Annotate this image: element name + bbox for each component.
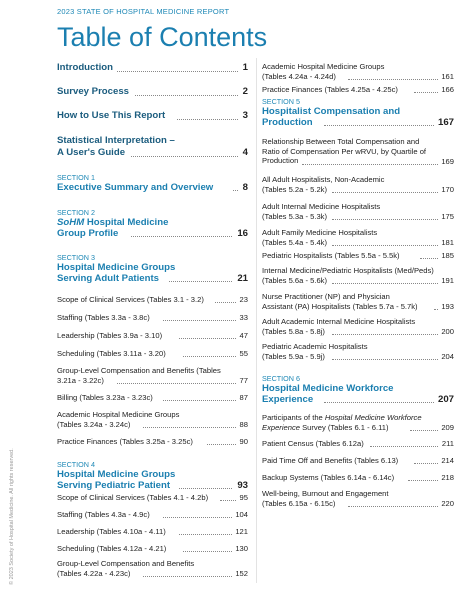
toc-entry-title-line-1: Statistical Interpretation – [57, 135, 175, 146]
report-label: 2023 STATE OF HOSPITAL MEDICINE REPORT [57, 7, 230, 16]
toc-page-number: 87 [239, 393, 248, 403]
toc-entry-title-line-1: Academic Hospital Medicine Groups [262, 62, 385, 71]
toc-entry-title-line-1: Group-Level Compensation and Benefits (Tables [57, 366, 221, 375]
toc-entry-4-scheduling[interactable] [57, 544, 248, 554]
section-4-page: 93 [237, 480, 248, 491]
toc-entry-title: Staffing (Tables 3.3a - 3.8c) [57, 313, 150, 322]
toc-page-number: 185 [441, 251, 454, 261]
toc-entry-4-leadership[interactable] [57, 527, 248, 537]
toc-page-number: 47 [239, 331, 248, 341]
toc-entry-title-line-2: Assistant (PA) Hospitalists (Tables 5.7a - 5.7k) [262, 301, 418, 311]
section-6-title-line-1: Hospital Medicine Workforce [262, 383, 394, 394]
dot-leader [332, 334, 438, 335]
dot-leader [408, 480, 438, 481]
toc-page-number: 1 [242, 62, 248, 73]
toc-page-number: 2 [242, 86, 248, 97]
section-5-page: 167 [437, 117, 454, 128]
toc-entry-6-census[interactable] [262, 439, 454, 449]
dot-leader [179, 488, 232, 489]
toc-page-number: 191 [441, 276, 454, 286]
toc-entry-title-line-2: (Tables 5.8a - 5.8j) [262, 326, 325, 336]
toc-entry-title-line-1: Adult Internal Medicine Hospitalists [262, 202, 381, 211]
toc-entry-5-adult-nonacademic[interactable] [262, 175, 454, 195]
section-3-page: 21 [237, 273, 248, 284]
section-3-label: SECTION 3 [57, 253, 95, 262]
toc-entry-survey-process[interactable] [57, 86, 248, 98]
toc-page-number: 200 [441, 327, 454, 337]
toc-entry-title-line-2: (Tables 5.6a - 5.6k) [262, 275, 327, 285]
toc-entry-4-scope[interactable] [57, 493, 248, 503]
section-1-page: 8 [242, 182, 248, 193]
toc-entry-title-line-2: (Tables 4.22a - 4.23c) [57, 568, 131, 578]
toc-entry-title: Introduction [57, 62, 113, 73]
dot-leader [220, 500, 236, 501]
dot-leader [410, 430, 438, 431]
dot-leader [332, 359, 438, 360]
dot-leader [169, 281, 232, 282]
dot-leader [324, 402, 434, 403]
toc-entry-3-finances[interactable] [57, 437, 248, 447]
toc-entry-title-line-1: Pediatric Academic Hospitalists [262, 342, 368, 351]
toc-entry-title-line-2: 3.21a - 3.22c) [57, 375, 104, 385]
toc-entry-title-line-1: Group-Level Compensation and Benefits [57, 559, 195, 568]
section-5-heading[interactable] [262, 106, 454, 128]
toc-page-number: 95 [239, 493, 248, 503]
toc-page-number: 152 [235, 569, 248, 579]
sohm-italic: SoHM [57, 217, 85, 228]
dot-leader [348, 79, 438, 80]
toc-entry-title-line-2: (Tables 5.9a - 5.9j) [262, 351, 325, 361]
toc-entry-3-academic[interactable] [57, 410, 248, 430]
section-1-title: Executive Summary and Overview [57, 182, 214, 193]
toc-entry-title-line-1: Academic Hospital Medicine Groups [57, 410, 180, 419]
toc-entry-title: Scheduling (Tables 4.12a - 4.21) [57, 544, 167, 553]
toc-entry-title-line-1: Internal Medicine/Pediatric Hospitalists (Med/Peds) [262, 266, 434, 275]
dot-leader [302, 164, 438, 165]
dot-leader [143, 427, 236, 428]
toc-entry-5-academic-peds[interactable] [262, 342, 454, 362]
section-3-title-line-1: Hospital Medicine Groups [57, 262, 176, 273]
toc-entry-4-compensation[interactable] [57, 559, 248, 579]
section-2-label: SECTION 2 [57, 208, 95, 217]
toc-entry-6-pto[interactable] [262, 456, 454, 466]
toc-entry-title: Staffing (Tables 4.3a - 4.9c) [57, 510, 150, 519]
dot-leader [179, 338, 236, 339]
toc-entry-5-relationship[interactable] [262, 137, 454, 167]
dot-leader [207, 444, 236, 445]
toc-entry-title-line-2: (Tables 5.2a - 5.2k) [262, 184, 327, 194]
toc-entry-title-line-2: Ratio of Compensation Per wRVU, by Quartile of [262, 146, 427, 156]
section-4-title-line-2: Serving Pediatric Patient [57, 480, 171, 491]
toc-entry-title: Backup Systems (Tables 6.14a - 6.14c) [262, 473, 395, 482]
toc-page-number: 218 [441, 473, 454, 483]
section-1-label: SECTION 1 [57, 173, 95, 182]
section-4-label: SECTION 4 [57, 460, 95, 469]
dot-leader [117, 71, 238, 72]
section-6-label: SECTION 6 [262, 374, 300, 383]
toc-entry-3-billing[interactable] [57, 393, 248, 403]
section-6-title-line-2: Experience [262, 394, 314, 405]
toc-page-number: 220 [441, 499, 454, 509]
toc-page-number: 161 [441, 72, 454, 82]
section-6-page: 207 [437, 394, 454, 405]
toc-page-number: 209 [441, 423, 454, 433]
dot-leader [117, 383, 236, 384]
section-2-heading[interactable] [57, 217, 248, 239]
toc-page-number: 3 [242, 110, 248, 121]
dot-leader [414, 92, 438, 93]
toc-entry-title-line-1: Nurse Practitioner (NP) and Physician [262, 292, 390, 301]
section-3-title-line-2: Serving Adult Patients [57, 273, 159, 284]
section-4-title-line-1: Hospital Medicine Groups [57, 469, 176, 480]
page-title: Table of Contents [57, 22, 268, 52]
toc-entry-title-line-2: A User's Guide [57, 147, 126, 158]
toc-entry-3-compensation[interactable] [57, 366, 248, 386]
toc-page-number: 166 [441, 85, 454, 95]
copyright-notice: © 2023 Society of Hospital Medicine. All rights reserved. [9, 448, 15, 585]
toc-entry-3-leadership[interactable] [57, 331, 248, 341]
toc-entry-5-adult-fm[interactable] [262, 228, 454, 248]
toc-entry-5-adult-im[interactable] [262, 202, 454, 222]
dot-leader [143, 576, 232, 577]
dot-leader [131, 236, 232, 237]
section-5-title-line-1: Hospitalist Compensation and [262, 106, 401, 117]
toc-page-number: 193 [441, 302, 454, 312]
dot-leader [332, 192, 438, 193]
toc-entry-title: Survey Process [57, 86, 129, 97]
section-2-title-rest: Hospital Medicine [84, 217, 169, 228]
section-6-heading[interactable] [262, 383, 454, 405]
toc-page-number: 214 [441, 456, 454, 466]
toc-page-number: 4 [242, 147, 248, 158]
toc-entry-title: How to Use This Report [57, 110, 166, 121]
toc-entry-title-line-2: (Tables 3.24a - 3.24c) [57, 419, 131, 429]
toc-entry-4-finances[interactable] [262, 85, 454, 95]
toc-page-number: 77 [239, 376, 248, 386]
dot-leader [183, 551, 232, 552]
toc-entry-title: Patient Census (Tables 6.12a) [262, 439, 364, 448]
toc-page-number: 211 [441, 439, 454, 449]
toc-entry-title-part-2: Survey (Tables 6.1 - 6.11) [300, 422, 389, 432]
dot-leader [183, 356, 236, 357]
toc-entry-title-line-1: Adult Academic Internal Medicine Hospitalists [262, 317, 416, 326]
dot-leader [215, 302, 236, 303]
toc-entry-title-line-2: (Tables 5.3a - 5.3k) [262, 211, 327, 221]
toc-page-number: 88 [239, 420, 248, 430]
toc-entry-title: Scope of Clinical Services (Tables 3.1 - 3.2) [57, 295, 204, 304]
toc-entry-5-np-pa[interactable] [262, 292, 454, 312]
dot-leader [163, 400, 236, 401]
toc-entry-introduction[interactable] [57, 62, 248, 74]
toc-page-number: 104 [235, 510, 248, 520]
toc-page-number: 130 [235, 544, 248, 554]
toc-page-number: 169 [441, 157, 454, 167]
toc-entry-title: Billing (Tables 3.23a - 3.23c) [57, 393, 153, 402]
toc-page-number: 55 [239, 349, 248, 359]
dot-leader [135, 95, 238, 96]
dot-leader [163, 517, 232, 518]
toc-entry-title: Scheduling (Tables 3.11a - 3.20) [57, 349, 166, 358]
dot-leader [332, 283, 438, 284]
dot-leader [163, 320, 236, 321]
toc-entry-title-part: Participants of the [262, 413, 325, 422]
toc-entry-title-line-3: Production [262, 156, 299, 166]
dot-leader [324, 125, 434, 126]
toc-page-number: 175 [441, 212, 454, 222]
toc-entry-4-academic[interactable] [262, 62, 454, 82]
toc-page-number: 170 [441, 185, 454, 195]
toc-entry-title-line-1 [262, 413, 454, 423]
toc-page-number: 181 [441, 238, 454, 248]
toc-entry-title-line-1: Well-being, Burnout and Engagement [262, 489, 389, 498]
toc-entry-3-scheduling[interactable] [57, 349, 248, 359]
section-4-heading[interactable] [57, 469, 248, 491]
toc-entry-3-staffing[interactable] [57, 313, 248, 323]
toc-entry-title-line-2: (Tables 6.15a - 6.15c) [262, 498, 336, 508]
dot-leader [420, 258, 438, 259]
toc-page-number: 90 [239, 437, 248, 447]
section-5-label: SECTION 5 [262, 97, 300, 106]
toc-page-number: 23 [239, 295, 248, 305]
dot-leader [370, 446, 438, 447]
section-5-title-line-2: Production [262, 117, 313, 128]
toc-page-number: 204 [441, 352, 454, 362]
toc-entry-title-line-1: Relationship Between Total Compensation and [262, 137, 420, 146]
toc-entry-6-backup[interactable] [262, 473, 454, 483]
toc-entry-4-staffing[interactable] [57, 510, 248, 520]
section-3-heading[interactable] [57, 262, 248, 284]
column-divider [256, 58, 257, 583]
toc-entry-how-to-use[interactable] [57, 110, 248, 122]
dot-leader [332, 245, 438, 246]
toc-entry-title-italic-2: Experience [262, 422, 300, 432]
toc-entry-title: Paid Time Off and Benefits (Tables 6.13) [262, 456, 399, 465]
toc-entry-title-line-2: (Tables 5.4a - 5.4k) [262, 237, 327, 247]
section-2-title-line-2: Group Profile [57, 228, 119, 239]
toc-entry-5-academic-im[interactable] [262, 317, 454, 337]
toc-entry-5-pediatric[interactable] [262, 251, 454, 261]
toc-entry-6-wellbeing[interactable] [262, 489, 454, 509]
toc-entry-title: Pediatric Hospitalists (Tables 5.5a - 5.5k) [262, 251, 400, 260]
dot-leader [131, 156, 238, 157]
dot-leader [434, 309, 438, 310]
toc-page-number: 121 [235, 527, 248, 537]
toc-entry-title-line-1: All Adult Hospitalists, Non-Academic [262, 175, 385, 184]
dot-leader [332, 219, 438, 220]
toc-entry-title: Practice Finances (Tables 4.25a - 4.25c) [262, 85, 398, 94]
section-2-title-line-1 [57, 217, 248, 228]
dot-leader [177, 119, 238, 120]
dot-leader [179, 534, 232, 535]
toc-entry-title-italic: Hospital Medicine Workforce [324, 413, 422, 422]
toc-entry-title: Leadership (Tables 3.9a - 3.10) [57, 331, 163, 340]
section-1-heading[interactable] [57, 182, 248, 193]
toc-page-number: 33 [239, 313, 248, 323]
toc-entry-title-line-2: (Tables 4.24a - 4.24d) [262, 71, 336, 81]
toc-entry-statistical-interpretation[interactable] [57, 135, 248, 159]
dot-leader [233, 190, 238, 191]
toc-entry-title: Leadership (Tables 4.10a - 4.11) [57, 527, 166, 536]
toc-entry-title: Practice Finances (Tables 3.25a - 3.25c) [57, 437, 193, 446]
dot-leader [348, 506, 438, 507]
dot-leader [414, 463, 438, 464]
toc-entry-5-med-peds[interactable] [262, 266, 454, 286]
toc-entry-title: Scope of Clinical Services (Tables 4.1 - 4.2b) [57, 493, 209, 502]
section-2-page: 16 [237, 228, 248, 239]
toc-entry-title-line-1: Adult Family Medicine Hospitalists [262, 228, 378, 237]
toc-entry-6-participants[interactable] [262, 413, 454, 433]
toc-entry-3-scope[interactable] [57, 295, 248, 305]
